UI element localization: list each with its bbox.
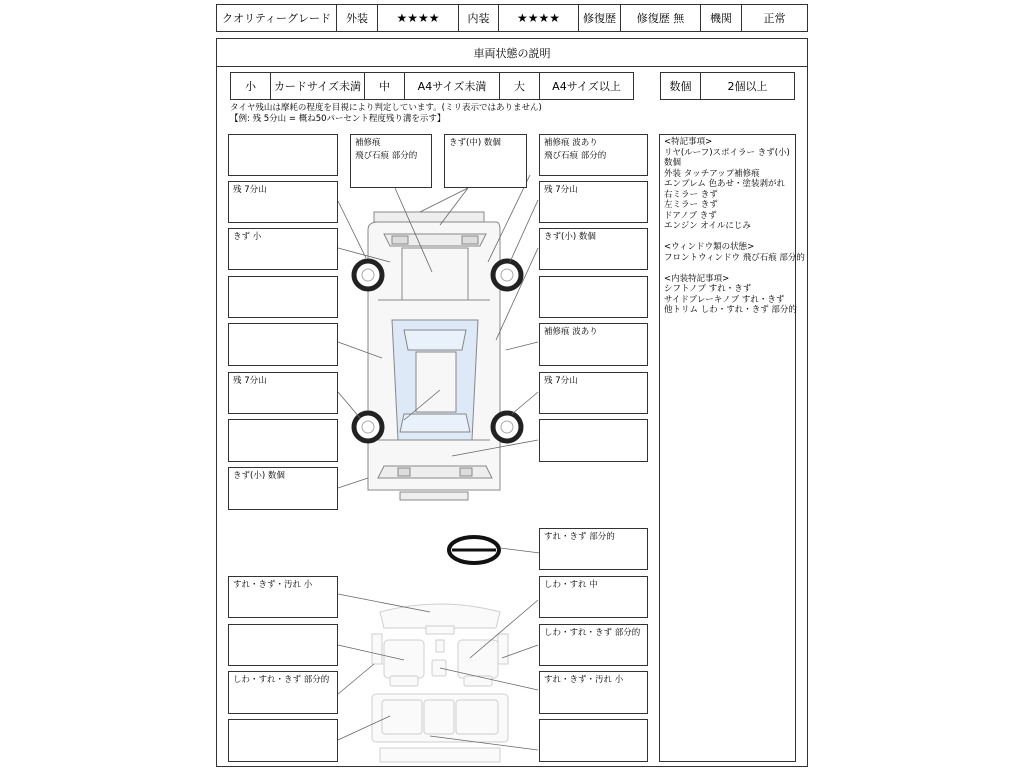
special-note-line: <内装特記事項> bbox=[664, 273, 730, 284]
special-note-line: 数個 bbox=[664, 158, 682, 168]
tire-note: タイヤ残山は摩耗の程度を目視により判定しています。(ミリ表示ではありません) bbox=[230, 103, 542, 113]
exterior-box-left-4 bbox=[228, 276, 338, 318]
exterior-rating: ★★★★ bbox=[377, 4, 459, 32]
exterior-box-right-7 bbox=[539, 419, 648, 462]
legend-small: 小 bbox=[230, 72, 271, 100]
interior-box-steering: すれ・きず 部分的 bbox=[539, 528, 648, 570]
exterior-box-front-center: きず(中) 数個 bbox=[444, 134, 527, 188]
steering-wheel-icon bbox=[449, 537, 540, 563]
tire-example-note: 【例: 残 5分山 = 概ね50パーセント程度残り溝を示す】 bbox=[230, 114, 446, 124]
exterior-box-left-7 bbox=[228, 419, 338, 462]
exterior-box-left-5 bbox=[228, 323, 338, 366]
special-notes-panel bbox=[659, 134, 805, 762]
special-note-line: <ウィンドウ類の状態> bbox=[664, 242, 755, 252]
interior-box-right-2: しわ・すれ・きず 部分的 bbox=[539, 624, 648, 666]
special-note-line bbox=[664, 263, 791, 274]
exterior-box-top-left bbox=[228, 134, 338, 176]
special-note-line: 右ミラー きず bbox=[664, 189, 718, 200]
repair-history-label: 修復歴 bbox=[578, 4, 621, 32]
interior-box-right-3: すれ・きず・汚れ 小 bbox=[539, 671, 648, 714]
engine-label: 機関 bbox=[700, 4, 742, 32]
exterior-box-left-2: 残 7分山 bbox=[228, 181, 338, 223]
exterior-box-front-right: 補修痕 波あり 飛び石痕 部分的 bbox=[539, 134, 648, 176]
special-note-line bbox=[664, 232, 791, 243]
special-note-line: 他トリム しわ・すれ・きず 部分的 bbox=[664, 305, 797, 315]
exterior-box-right-6: 残 7分山 bbox=[539, 372, 648, 414]
exterior-box-right-2: 残 7分山 bbox=[539, 181, 648, 223]
exterior-box-front-bumper: 補修痕 飛び石痕 部分的 bbox=[350, 134, 432, 188]
interior-box-left-1: すれ・きず・汚れ 小 bbox=[228, 576, 338, 618]
interior-box-left-4 bbox=[228, 719, 338, 762]
exterior-label: 外装 bbox=[336, 4, 378, 32]
interior-box-right-1: しわ・すれ 中 bbox=[539, 576, 648, 618]
special-note-line: フロントウィンドウ 飛び石痕 部分的 bbox=[664, 252, 805, 263]
legend-count: 数個 bbox=[660, 72, 701, 100]
interior-box-left-2 bbox=[228, 624, 338, 666]
exterior-box-right-4 bbox=[539, 276, 648, 318]
exterior-box-right-5: 補修痕 波あり bbox=[539, 323, 648, 366]
interior-box-right-4 bbox=[539, 719, 648, 762]
special-note-line: リヤ(ルーフ)スポイラー きず(小) bbox=[664, 147, 790, 158]
legend-count-desc: 2個以上 bbox=[700, 72, 795, 100]
special-note-line: <特記事項> bbox=[664, 137, 713, 147]
interior-box-left-3: しわ・すれ・きず 部分的 bbox=[228, 671, 338, 714]
engine-value: 正常 bbox=[741, 4, 808, 32]
legend-medium-desc: A4サイズ未満 bbox=[404, 72, 500, 100]
grade-label: クオリティーグレード bbox=[216, 4, 337, 32]
special-note-line: ドアノブ きず bbox=[664, 210, 717, 221]
exterior-box-left-8: きず(小) 数個 bbox=[228, 467, 338, 510]
exterior-box-right-3: きず(小) 数個 bbox=[539, 228, 648, 270]
interior-label: 内装 bbox=[458, 4, 499, 32]
legend-small-desc: カードサイズ未満 bbox=[270, 72, 365, 100]
legend-large-desc: A4サイズ以上 bbox=[539, 72, 634, 100]
special-note-line: 外装 タッチアップ補修痕 bbox=[664, 168, 760, 179]
legend-medium: 中 bbox=[364, 72, 405, 100]
special-note-line: 左ミラー きず bbox=[664, 200, 718, 210]
special-note-line: サイドブレーキノブ すれ・きず bbox=[664, 294, 785, 305]
exterior-box-left-6: 残 7分山 bbox=[228, 372, 338, 414]
interior-rating: ★★★★ bbox=[498, 4, 579, 32]
legend-large: 大 bbox=[499, 72, 540, 100]
repair-history-value: 修復歴 無 bbox=[620, 4, 701, 32]
special-note-line: エンジン オイルにじみ bbox=[664, 221, 751, 231]
special-note-line: エンブレム 色あせ・塗装剥がれ bbox=[664, 179, 786, 189]
special-note-line: シフトノブ すれ・きず bbox=[664, 284, 752, 294]
exterior-box-left-3: きず 小 bbox=[228, 228, 338, 270]
section-title: 車両状態の説明 bbox=[217, 39, 807, 66]
